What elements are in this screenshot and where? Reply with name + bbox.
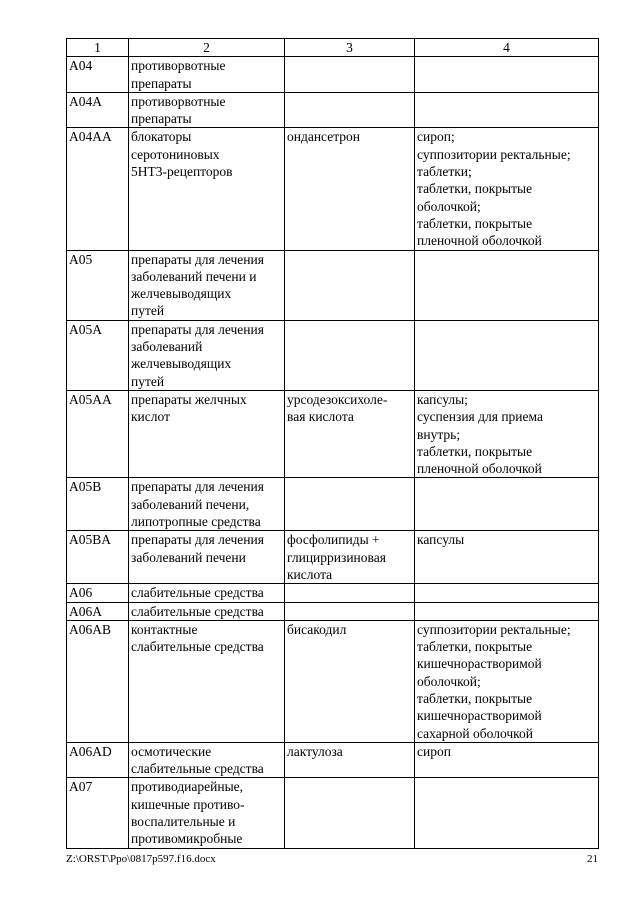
table-row [67,128,599,250]
drug-name-cell [285,584,415,602]
group-name-line: липотропные средства [131,514,261,530]
drug-name-line: лактулоза [287,743,343,759]
group-name-line: противомикробные [131,831,243,847]
dosage-form-line: таблетки; [417,164,472,180]
table-row [67,778,599,848]
atc-code-cell [67,128,129,250]
group-name-line: противорвотные [131,58,226,74]
dosage-form-cell [415,584,599,602]
atc-code-cell [67,250,129,320]
group-name-line: препараты желчных [131,391,247,407]
atc-code: A04AA [69,129,112,145]
dosage-form-line: внутрь; [417,426,461,442]
column-header-3: 3 [285,39,415,57]
group-name-cell [129,620,285,742]
dosage-form-line: таблетки, покрытые [417,215,533,231]
dosage-form-cell [415,57,599,93]
group-name-line: препараты для лечения [131,532,264,548]
dosage-form-cell [415,478,599,531]
group-name-line: противорвотные [131,93,226,109]
dosage-form-cell [415,778,599,848]
dosage-form-cell [415,320,599,390]
atc-code: A05BA [69,532,112,548]
atc-code: A06A [69,603,102,619]
drug-name-cell [285,92,415,128]
drug-name-cell [285,620,415,742]
dosage-form-cell [415,531,599,584]
dosage-form-line: таблетки, покрытые [417,443,533,459]
drug-name-cell [285,250,415,320]
table-row [67,250,599,320]
footer-file-path: Z:\ORST\Ppo\0817p597.f16.docx [66,853,216,865]
group-name-line: заболеваний печени [131,549,246,565]
atc-code-cell [67,742,129,778]
dosage-form-line: пленочной оболочкой [417,233,542,249]
group-name-line: заболеваний [131,339,203,355]
group-name-cell [129,742,285,778]
group-name-line: слабительные средства [131,639,264,655]
atc-code-cell [67,57,129,93]
atc-code-cell [67,584,129,602]
group-name-line: препараты для лечения [131,251,264,267]
table-row [67,390,599,477]
drug-name-line: бисакодил [287,621,347,637]
table-row [67,92,599,128]
atc-code-cell [67,602,129,620]
drug-name-line: ондансетрон [287,129,360,145]
dosage-form-line: капсулы [417,532,465,548]
drug-name-line: кислота [287,566,333,582]
atc-code: A04A [69,93,102,109]
column-header-4: 4 [415,39,599,57]
page-number: 21 [587,853,598,865]
group-name-line: серотониновых [131,146,220,162]
group-name-cell [129,92,285,128]
group-name-cell [129,250,285,320]
header-row [67,39,599,57]
dosage-form-cell [415,742,599,778]
group-name-line: путей [131,373,165,389]
column-header-1: 1 [67,39,129,57]
dosage-form-cell [415,250,599,320]
dosage-form-cell [415,92,599,128]
drug-name-cell [285,531,415,584]
dosage-form-cell [415,128,599,250]
group-name-line: препараты [131,111,192,127]
atc-code: A05A [69,321,102,337]
dosage-form-line: таблетки, покрытые [417,181,533,197]
drug-name-cell [285,478,415,531]
dosage-form-cell [415,390,599,477]
dosage-form-line: сахарной оболочкой [417,725,534,741]
dosage-form-line: кишечнорастворимой [417,656,542,672]
atc-code-cell [67,478,129,531]
atc-code: A05AA [69,391,112,407]
dosage-form-line: таблетки, покрытые [417,690,533,706]
table-row [67,320,599,390]
group-name-cell [129,320,285,390]
group-name-cell [129,531,285,584]
medicines-table [66,38,599,849]
drug-name-line: фосфолипиды + [287,532,380,548]
group-name-cell [129,584,285,602]
group-name-line: контактные [131,621,198,637]
drug-name-cell [285,742,415,778]
drug-name-cell [285,602,415,620]
dosage-form-cell [415,620,599,742]
atc-code-cell [67,531,129,584]
drug-name-cell [285,57,415,93]
table-body [67,57,599,848]
table-row [67,620,599,742]
group-name-line: блокаторы [131,129,192,145]
dosage-form-line: капсулы; [417,391,468,407]
group-name-line: кишечные противо- [131,796,245,812]
table-row [67,478,599,531]
group-name-line: слабительные средства [131,585,264,601]
group-name-cell [129,478,285,531]
group-name-line: путей [131,303,165,319]
dosage-form-line: пленочной оболочкой [417,461,542,477]
table-row [67,742,599,778]
group-name-line: осмотические [131,743,212,759]
dosage-form-line: таблетки, покрытые [417,639,533,655]
atc-code: A06AD [69,743,112,759]
group-name-line: слабительные средства [131,761,264,777]
table-row [67,531,599,584]
atc-code: A06 [69,585,93,601]
dosage-form-line: кишечнорастворимой [417,708,542,724]
group-name-line: слабительные средства [131,603,264,619]
atc-code-cell [67,390,129,477]
group-name-line: противодиарейные, [131,779,244,795]
group-name-line: препараты для лечения [131,479,264,495]
group-name-cell [129,57,285,93]
group-name-cell [129,128,285,250]
drug-name-cell [285,390,415,477]
column-header-2: 2 [129,39,285,57]
group-name-line: препараты [131,75,192,91]
group-name-cell [129,778,285,848]
group-name-line: кислот [131,409,170,425]
group-name-line: препараты для лечения [131,321,264,337]
group-name-line: 5HT3-рецепторов [131,164,233,180]
atc-code-cell [67,320,129,390]
drug-name-line: глицирризиновая [287,549,386,565]
drug-name-line: вая кислота [287,409,354,425]
drug-name-cell [285,128,415,250]
drug-name-cell [285,778,415,848]
atc-code: A05 [69,251,93,267]
atc-code: A05B [69,479,102,495]
group-name-cell [129,602,285,620]
atc-code: A07 [69,779,93,795]
group-name-line: заболеваний печени и [131,268,257,284]
atc-code: A06AB [69,621,112,637]
group-name-cell [129,390,285,477]
group-name-line: желчевыводящих [131,286,232,302]
dosage-form-line: суспензия для приема [417,409,543,425]
drug-name-line: урсодезоксихоле- [287,391,388,407]
dosage-form-cell [415,602,599,620]
group-name-line: воспалительные и [131,814,236,830]
atc-code-cell [67,92,129,128]
dosage-form-line: сироп [417,743,451,759]
atc-code: A04 [69,58,93,74]
drug-name-cell [285,320,415,390]
table-row [67,602,599,620]
atc-code-cell [67,620,129,742]
atc-code-cell [67,778,129,848]
dosage-form-line: оболочкой; [417,673,481,689]
dosage-form-line: оболочкой; [417,198,481,214]
table-row [67,57,599,93]
dosage-form-line: сироп; [417,129,455,145]
table-row [67,584,599,602]
group-name-line: желчевыводящих [131,356,232,372]
dosage-form-line: суппозитории ректальные; [417,146,571,162]
group-name-line: заболеваний печени, [131,496,250,512]
dosage-form-line: суппозитории ректальные; [417,621,571,637]
